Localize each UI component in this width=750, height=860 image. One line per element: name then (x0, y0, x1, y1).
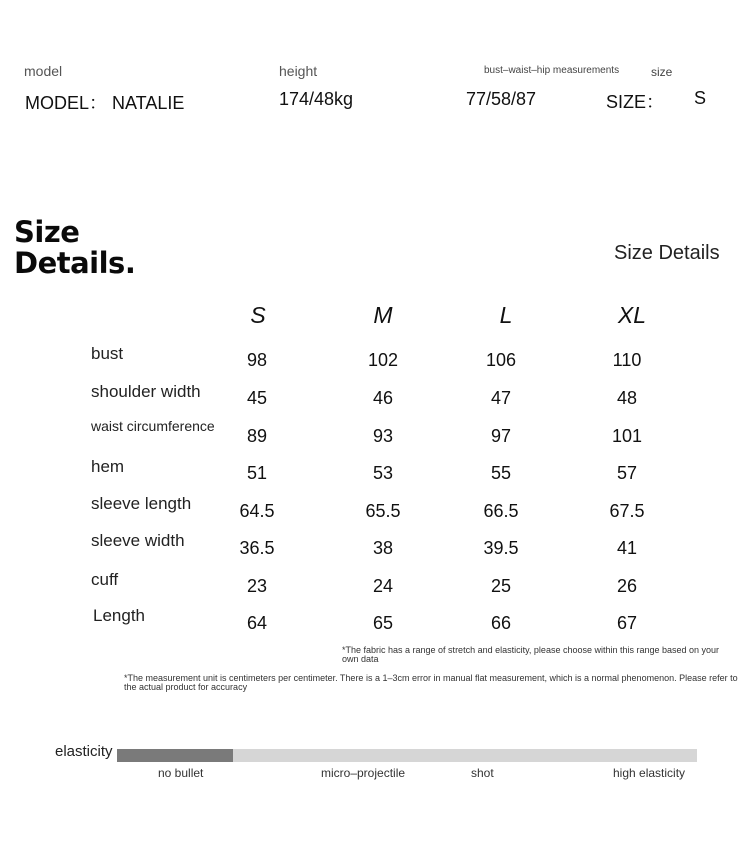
row-label-bust: bust (91, 344, 124, 363)
bwh-value: 77/58/87 (466, 89, 537, 109)
model-label: model (24, 63, 63, 79)
elasticity-scale-shot: shot (471, 766, 494, 780)
size-header-xl: XL (617, 302, 647, 328)
cell-waist-s: 89 (246, 426, 268, 446)
row-label-length: Length (93, 606, 145, 625)
model-name-value: MODEL： NATALIE (25, 93, 185, 113)
cell-sleeve-length-l: 66.5 (483, 501, 519, 521)
cell-length-m: 65 (372, 613, 394, 633)
row-label-cuff: cuff (91, 570, 119, 589)
cell-shoulder-l: 47 (490, 388, 512, 408)
row-label-sleeve-length: sleeve length (91, 494, 192, 513)
size-header-s: S (250, 302, 266, 328)
title-line-1: Size (14, 215, 80, 249)
row-label-hem: hem (91, 457, 125, 476)
measurement-note: *The measurement unit is centimeters per centimeter. There is a 1–3cm error in manual flat measurement, which is a normal phenomenon. Please refer to the actual product for accuracy (124, 673, 738, 692)
cell-waist-m: 93 (372, 426, 394, 446)
cell-bust-m: 102 (367, 350, 399, 370)
fabric-note: *The fabric has a range of stretch and elasticity, please choose within this range based on your own data (342, 645, 720, 664)
cell-waist-l: 97 (490, 426, 512, 446)
elasticity-track (117, 749, 697, 762)
elasticity-fill (117, 749, 233, 762)
row-label-shoulder-width: shoulder width (91, 382, 201, 401)
model-size-letter: S (694, 88, 707, 108)
cell-length-xl: 67 (616, 613, 638, 633)
elasticity-scale-micro: micro–projectile (321, 766, 406, 780)
cell-cuff-s: 23 (246, 576, 268, 596)
cell-shoulder-xl: 48 (616, 388, 638, 408)
cell-hem-l: 55 (490, 463, 512, 483)
cell-bust-s: 98 (246, 350, 268, 370)
size-header-m: M (373, 302, 393, 328)
cell-hem-xl: 57 (616, 463, 638, 483)
height-weight-value: 174/48kg (279, 89, 354, 109)
cell-waist-xl: 101 (611, 426, 643, 446)
bwh-label: bust–waist–hip measurements (484, 65, 620, 76)
cell-sleeve-length-m: 65.5 (365, 501, 401, 521)
row-label-waist: waist circumference (91, 418, 215, 434)
cell-cuff-xl: 26 (616, 576, 638, 596)
row-label-sleeve-width: sleeve width (91, 531, 185, 550)
cell-bust-xl: 110 (612, 350, 642, 370)
size-label: size (651, 65, 673, 79)
height-label: height (279, 63, 318, 79)
cell-sleeve-width-xl: 41 (616, 538, 638, 558)
cell-bust-l: 106 (485, 350, 517, 370)
cell-sleeve-length-xl: 67.5 (609, 501, 645, 521)
size-details-heading: Size Details (614, 242, 720, 264)
model-size-value: SIZE： (606, 92, 665, 112)
cell-sleeve-width-m: 38 (372, 538, 394, 558)
cell-hem-s: 51 (246, 463, 268, 483)
cell-shoulder-m: 46 (372, 388, 394, 408)
elasticity-scale-high: high elasticity (613, 766, 686, 780)
cell-shoulder-s: 45 (246, 388, 268, 408)
cell-length-s: 64 (246, 613, 268, 633)
cell-sleeve-width-s: 36.5 (239, 538, 275, 558)
cell-hem-m: 53 (372, 463, 394, 483)
cell-length-l: 66 (490, 613, 512, 633)
cell-sleeve-width-l: 39.5 (483, 538, 519, 558)
cell-sleeve-length-s: 64.5 (239, 501, 275, 521)
cell-cuff-m: 24 (372, 576, 394, 596)
size-header-l: L (499, 302, 513, 328)
title-line-2: Details. (14, 246, 136, 280)
elasticity-label: elasticity (55, 743, 113, 760)
cell-cuff-l: 25 (490, 576, 512, 596)
elasticity-scale-no-bullet: no bullet (158, 766, 204, 780)
